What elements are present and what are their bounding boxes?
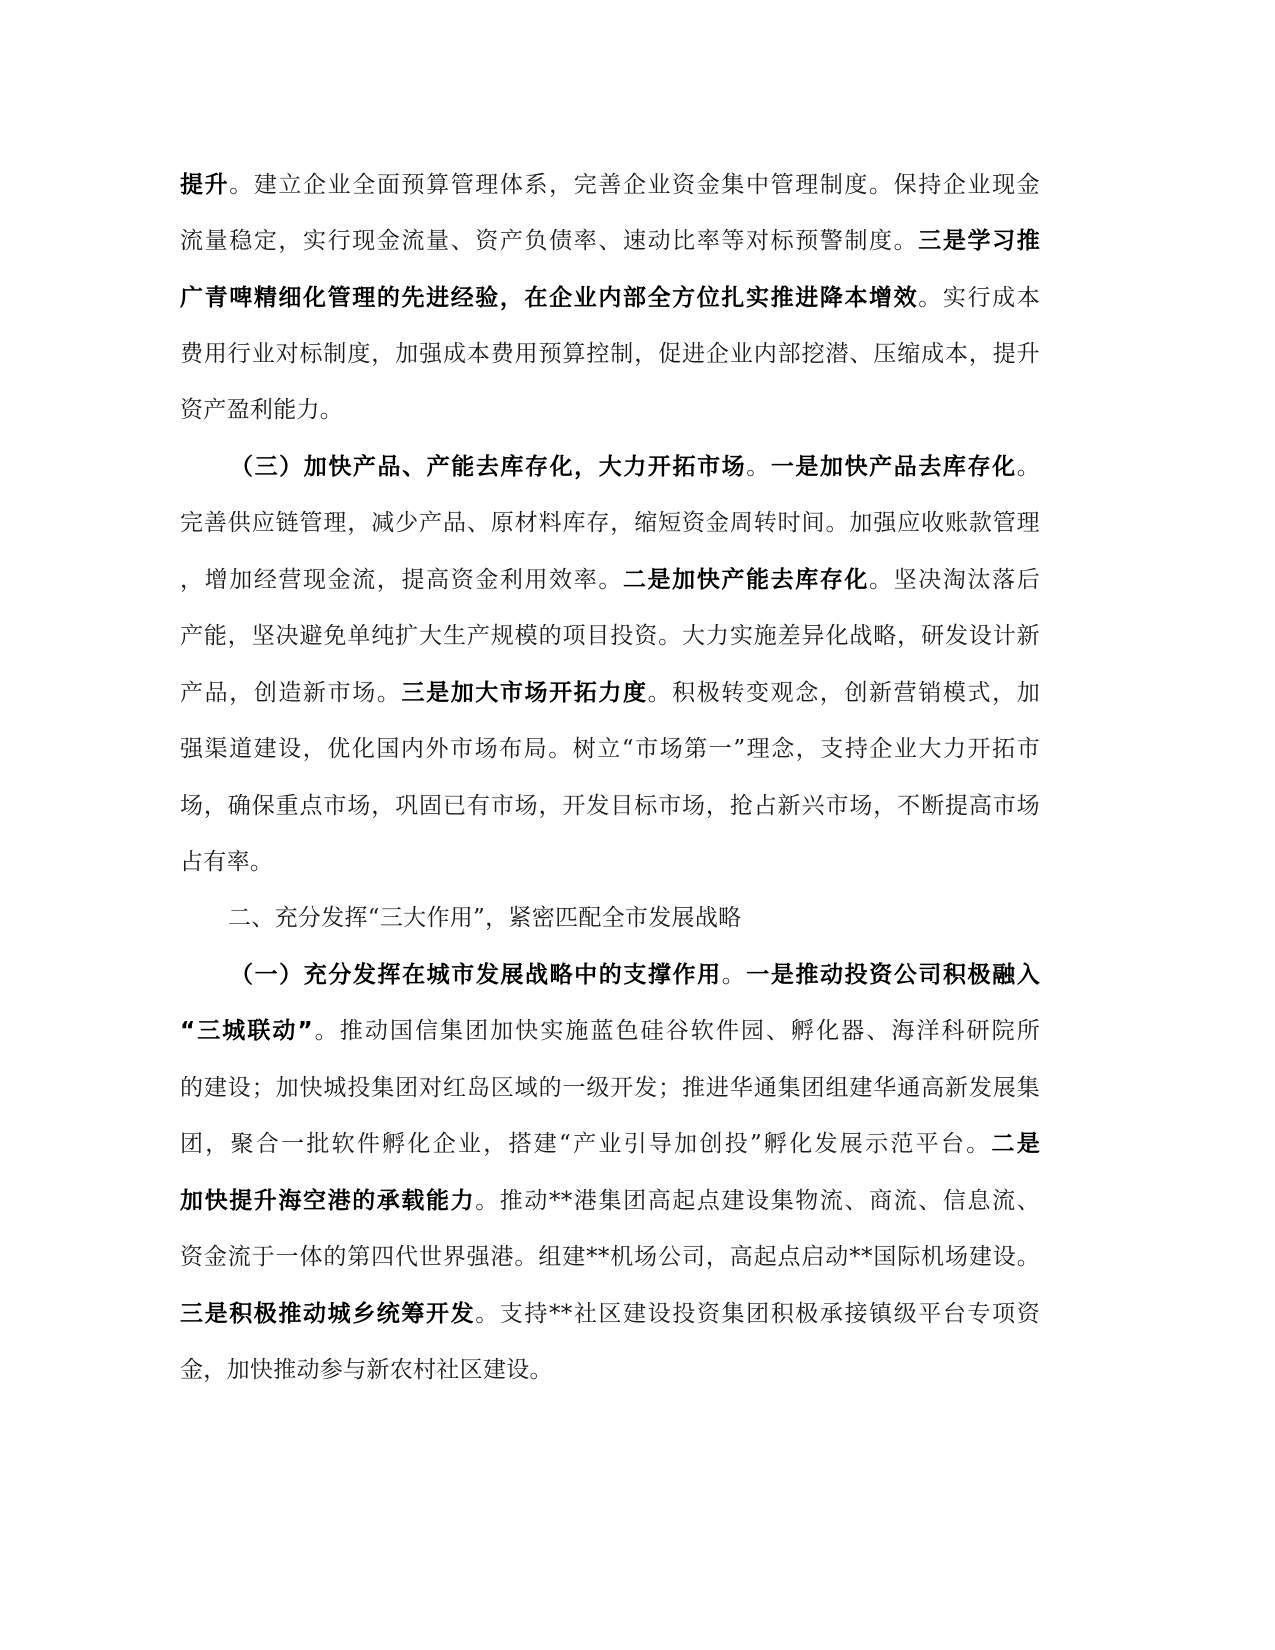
chapter-heading — [228, 903, 1040, 933]
bold-text-run: 广青啤精细化管理的先进经验，在企业内部全方位扎实推进降本增效 — [180, 285, 919, 311]
paragraph-line — [180, 170, 1040, 200]
paragraph-line — [180, 1186, 1040, 1216]
text-run: 占有率。 — [180, 849, 274, 875]
text-run: 完善供应链管理，减少产品、原材料库存，缩短资金周转时间。加强应收账款管理 — [180, 510, 1040, 536]
bold-text-run: 三是学习推 — [918, 228, 1041, 254]
text-run: 强渠道建设，优化国内外市场布局。树立“市场第一”理念，支持企业大力开拓市 — [180, 736, 1040, 762]
paragraph-line — [180, 1355, 1040, 1385]
paragraph-line — [180, 395, 1040, 425]
text-run: 。支持**社区建设投资集团积极承接镇级平台专项资 — [475, 1301, 1040, 1327]
bold-text-run: 一是加快产品去库存化 — [770, 454, 1017, 480]
paragraph-line — [180, 339, 1040, 369]
text-run: 产能，坚决避免单纯扩大生产规模的项目投资。大力实施差异化战略，研发设计新 — [180, 623, 1040, 649]
text-run: 。推动国信集团加快实施蓝色硅谷软件园、孵化器、海洋科研院所 — [312, 1018, 1040, 1044]
bold-text-run: 提升 — [180, 172, 230, 198]
text-run: 。 — [1016, 454, 1040, 480]
text-run: 。积极转变观念，创新营销模式，加 — [647, 680, 1041, 706]
text-run: 流量稳定，实行现金流量、资产负债率、速动比率等对标预警制度。 — [180, 228, 919, 254]
bold-text-run: 二是 — [991, 1131, 1040, 1157]
bold-text-run: （一）充分发挥在城市发展战略中的支撑作用 — [230, 962, 722, 988]
section-heading-line — [230, 452, 1040, 482]
paragraph-line — [180, 565, 1040, 595]
paragraph-line — [180, 1242, 1040, 1272]
bold-text-run: 加快提升海空港的承载能力 — [180, 1188, 476, 1214]
bold-text-run: 三是积极推动城乡统筹开发 — [180, 1301, 476, 1327]
paragraph-line — [180, 734, 1040, 764]
text-run: 。建立企业全面预算管理体系，完善企业资金集中管理制度。保持企业现金 — [229, 172, 1040, 198]
paragraph-line — [180, 1129, 1040, 1159]
text-run: 场，确保重点市场，巩固已有市场，开发目标市场，抢占新兴市场，不断提高市场 — [180, 793, 1040, 819]
text-run: ，增加经营现金流，提高资金利用效率。 — [180, 567, 623, 593]
text-run: 费用行业对标制度，加强成本费用预算控制，促进企业内部挖潜、压缩成本，提升 — [180, 341, 1040, 367]
text-run: 的建设；加快城投集团对红岛区域的一级开发；推进华通集团组建华通高新发展集 — [180, 1075, 1040, 1101]
text-run: 产品，创造新市场。 — [180, 680, 402, 706]
text-run: 。坚决淘汰落后 — [869, 567, 1040, 593]
paragraph-line — [180, 621, 1040, 651]
bold-text-run: （三）加快产品、产能去库存化，大力开拓市场 — [230, 454, 747, 480]
paragraph-line — [180, 678, 1040, 708]
text-run: 资产盈利能力。 — [180, 397, 344, 423]
text-run: 。推动**港集团高起点建设集物流、商流、信息流、 — [475, 1188, 1040, 1214]
bold-text-run: 二是加快产能去库存化 — [622, 567, 870, 593]
text-run: 。 — [721, 962, 747, 988]
paragraph-line — [180, 1073, 1040, 1103]
paragraph-line — [180, 508, 1040, 538]
section-heading-line — [230, 960, 1040, 990]
text-run: 金，加快推动参与新农村社区建设。 — [180, 1357, 553, 1383]
paragraph-line — [180, 226, 1040, 256]
paragraph-line — [180, 1016, 1040, 1046]
text-run: 二、充分发挥“三大作用”，紧密匹配全市发展战略 — [228, 905, 742, 931]
paragraph-line — [180, 791, 1040, 821]
paragraph-line — [180, 283, 1040, 313]
paragraph-line — [180, 847, 1040, 877]
bold-text-run: “三城联动” — [180, 1018, 313, 1044]
paragraph-line — [180, 1299, 1040, 1329]
text-run: 。 — [746, 454, 771, 480]
bold-text-run: 一是推动投资公司积极融入 — [746, 962, 1041, 988]
text-run: 。实行成本 — [918, 285, 1041, 311]
bold-text-run: 三是加大市场开拓力度 — [401, 680, 648, 706]
text-run: 团，聚合一批软件孵化企业，搭建“产业引导加创投”孵化发展示范平台。 — [180, 1131, 992, 1157]
text-run: 资金流于一体的第四代世界强港。组建**机场公司，高起点启动**国际机场建设。 — [180, 1244, 1040, 1270]
